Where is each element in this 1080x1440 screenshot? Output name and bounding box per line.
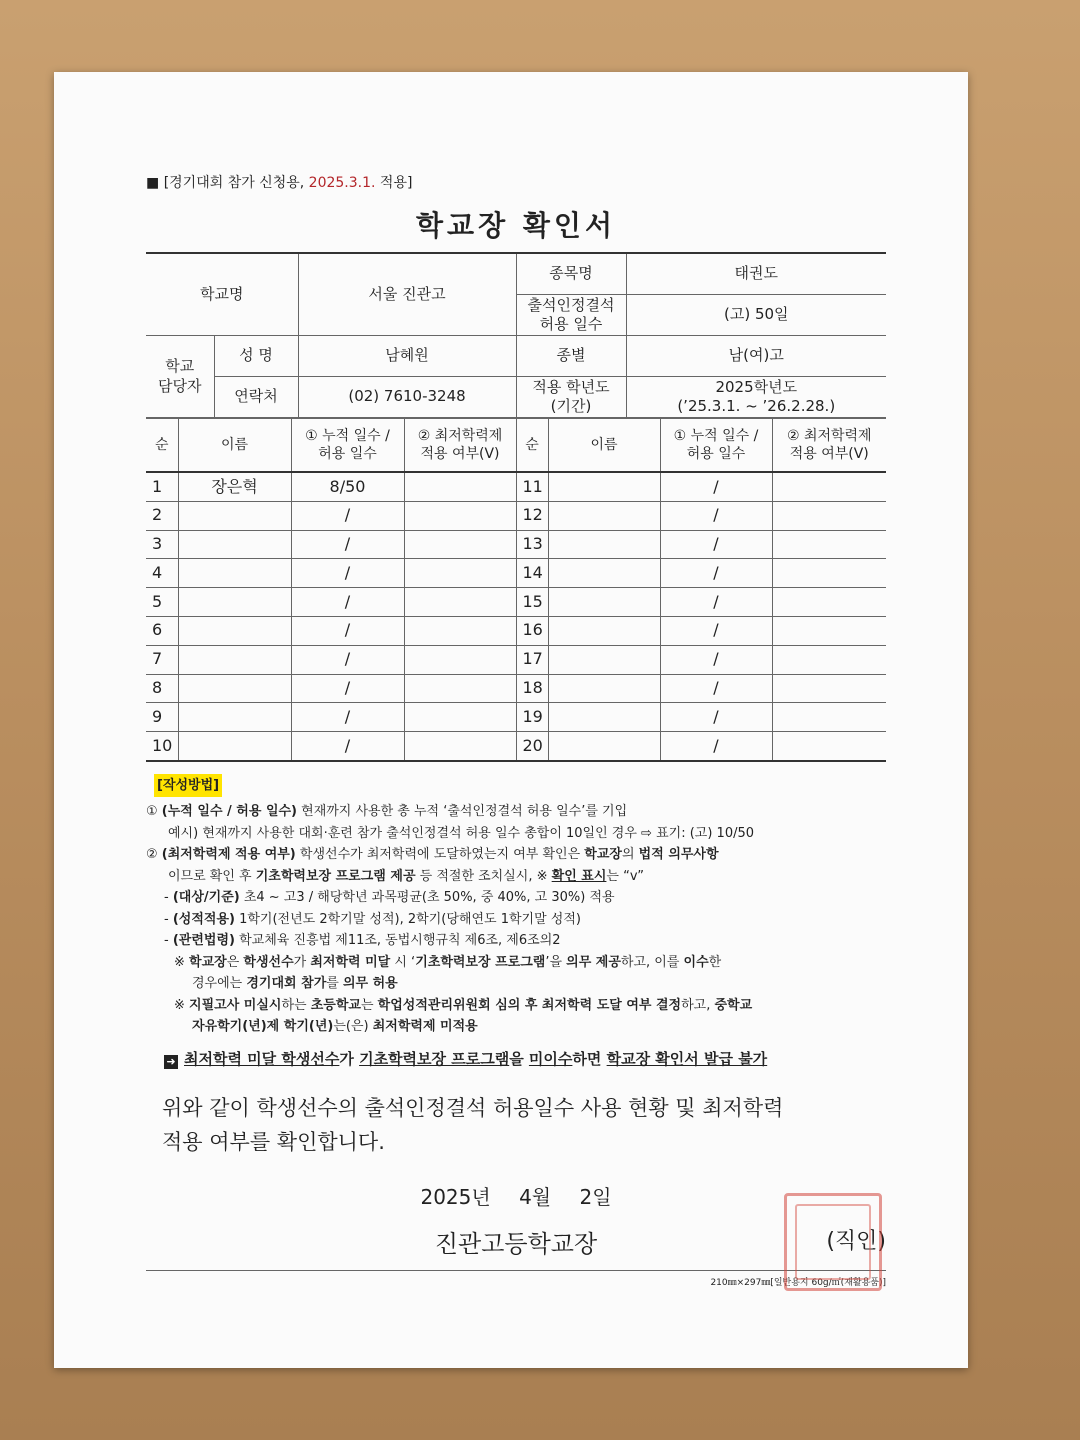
instructions	[146, 774, 886, 1038]
col-header-days	[291, 419, 404, 473]
row-days: /	[660, 588, 772, 617]
header-note-suffix: 적용]	[375, 175, 413, 191]
document-title: 학교장 확인서	[415, 209, 617, 242]
instruction-line: 이므로 확인 후 기초학력보장 프로그램 제공 등 적절한 조치실시, ※ 확인 표시는 “v”	[168, 868, 645, 884]
document-body	[146, 172, 886, 1288]
row-no: 17	[516, 645, 548, 674]
row-days: /	[660, 674, 772, 703]
year-label	[516, 377, 626, 418]
row-days: /	[660, 472, 772, 501]
row-name	[548, 530, 660, 559]
row-min	[772, 588, 886, 617]
row-no: 19	[516, 703, 548, 732]
col-header-no: 순	[146, 419, 178, 473]
row-min	[404, 674, 516, 703]
instruction-line: ② (최저학력제 적용 여부) 학생선수가 최저학력에 도달하였는지 여부 확인은 학교장의 법적 의무사항	[146, 847, 719, 863]
row-no: 18	[516, 674, 548, 703]
row-min	[404, 559, 516, 588]
instruction-line: ※ 학교장은 학생선수가 최저학력 미달 시 ‘기초학력보장 프로그램’을 의무 제공하고, 이를 이수한	[174, 954, 722, 970]
row-no: 10	[146, 732, 178, 761]
row-days: /	[660, 501, 772, 530]
row-days: /	[291, 501, 404, 530]
date-day: 2일	[579, 1184, 612, 1209]
sport-label: 종목명	[516, 253, 626, 295]
row-min	[772, 472, 886, 501]
col-header-name: 이름	[178, 419, 291, 473]
row-days: /	[660, 703, 772, 732]
row-name	[178, 501, 291, 530]
row-no: 8	[146, 674, 178, 703]
row-name	[178, 674, 291, 703]
row-days: /	[660, 530, 772, 559]
col-header-min-line1: ② 최저학력제	[417, 427, 503, 444]
table-row	[146, 616, 886, 645]
gender-label: 종별	[516, 336, 626, 377]
instruction-line: ※ 지필고사 미실시하는 초등학교는 학업성적관리위원회 심의 후 최저학력 도달 여부 결정하고, 중학교	[174, 997, 753, 1013]
row-no: 16	[516, 616, 548, 645]
row-min	[772, 732, 886, 761]
row-name	[548, 645, 660, 674]
table-row	[146, 703, 886, 732]
row-no: 1	[146, 472, 178, 501]
official-seal-stamp	[784, 1193, 882, 1291]
row-min	[772, 616, 886, 645]
col-header-days-line1: ① 누적 일수 /	[673, 427, 759, 444]
row-min	[404, 501, 516, 530]
header-note-prefix: [경기대회 참가 신청용,	[163, 175, 309, 191]
row-days: /	[291, 559, 404, 588]
issue-date	[146, 1181, 886, 1210]
row-name	[178, 645, 291, 674]
col-header-days-line2: 허용 일수	[686, 446, 746, 462]
row-name	[548, 501, 660, 530]
row-name	[548, 588, 660, 617]
col-header-days-line2: 허용 일수	[318, 446, 377, 462]
row-min	[772, 645, 886, 674]
row-days: /	[291, 645, 404, 674]
table-row	[146, 472, 886, 501]
row-no: 7	[146, 645, 178, 674]
arrow-box-icon: ➜	[164, 1055, 178, 1069]
row-min	[772, 703, 886, 732]
student-list-table	[146, 418, 886, 762]
school-value: 서울 진관고	[298, 253, 516, 336]
row-name	[548, 472, 660, 501]
col-header-min	[404, 419, 516, 473]
confirmation-text	[146, 1091, 886, 1159]
col-header-no: 순	[516, 419, 548, 473]
square-bullet-icon: ■	[146, 175, 160, 191]
row-name	[548, 616, 660, 645]
row-days: /	[291, 674, 404, 703]
name-label: 성 명	[214, 336, 298, 377]
row-days: /	[291, 703, 404, 732]
row-min	[772, 501, 886, 530]
row-min	[404, 530, 516, 559]
row-days: /	[660, 616, 772, 645]
table-row	[146, 588, 886, 617]
table-row	[146, 732, 886, 761]
table-row	[146, 645, 886, 674]
row-name	[178, 588, 291, 617]
school-label: 학교명	[146, 253, 298, 336]
warning-line: ➜ 최저학력 미달 학생선수가 기초학력보장 프로그램을 미이수하면 학교장 확인서 발급 불가	[146, 1048, 886, 1069]
row-days: /	[660, 732, 772, 761]
row-min	[404, 645, 516, 674]
year-value-line2: (’25.3.1. ~ ’26.2.28.)	[677, 397, 836, 415]
row-no: 12	[516, 501, 548, 530]
row-days: /	[291, 616, 404, 645]
row-no: 14	[516, 559, 548, 588]
student-list-body	[146, 472, 886, 761]
row-min	[404, 732, 516, 761]
info-table	[146, 252, 886, 418]
name-value: 남혜원	[298, 336, 516, 377]
bottom-divider	[146, 1270, 886, 1271]
col-header-days	[660, 419, 772, 473]
row-no: 4	[146, 559, 178, 588]
row-name: 장은혁	[178, 472, 291, 501]
year-label-line2: (기간)	[550, 397, 592, 415]
seal-label: (직인)	[826, 1228, 886, 1254]
col-header-name: 이름	[548, 419, 660, 473]
allowed-days-label-line1: 출석인정결석	[527, 295, 615, 314]
row-days: /	[291, 588, 404, 617]
row-min	[772, 530, 886, 559]
row-min	[404, 703, 516, 732]
instruction-line: - (관련법령) 학교체육 진흥법 제11조, 동법시행규칙 제6조, 제6조의2	[164, 933, 561, 949]
sport-value: 태권도	[626, 253, 886, 295]
instructions-badge: [작성방법]	[154, 774, 222, 798]
row-days: /	[291, 732, 404, 761]
row-no: 11	[516, 472, 548, 501]
header-note-date: 2025.3.1.	[308, 175, 376, 191]
row-no: 13	[516, 530, 548, 559]
year-value	[626, 377, 886, 418]
row-no: 2	[146, 501, 178, 530]
row-name	[178, 530, 291, 559]
year-value-line1: 2025학년도	[715, 377, 798, 396]
instruction-line: 예시) 현재까지 사용한 대회·훈련 참가 출석인정결석 허용 일수 총합이 10일인 경우 ⇨ 표기: (고) 10/50	[168, 825, 755, 841]
row-name	[178, 732, 291, 761]
row-name	[178, 616, 291, 645]
row-no: 6	[146, 616, 178, 645]
row-days: /	[660, 645, 772, 674]
staff-label-line2: 담당자	[158, 376, 202, 395]
row-no: 9	[146, 703, 178, 732]
allowed-days-value: (고) 50일	[626, 295, 886, 336]
row-no: 5	[146, 588, 178, 617]
contact-label: 연락처	[214, 377, 298, 418]
allowed-days-label-line2: 허용 일수	[539, 315, 603, 333]
confirmation-line2: 적용 여부를 확인합니다.	[162, 1129, 385, 1154]
col-header-min-line2: 적용 여부(V)	[420, 446, 500, 462]
row-name	[548, 703, 660, 732]
paper-spec: 210㎜×297㎜[일반용지 60g/㎡(재활용품)]	[710, 1277, 886, 1288]
row-name	[548, 559, 660, 588]
row-no: 3	[146, 530, 178, 559]
staff-label	[146, 336, 214, 418]
row-min	[404, 472, 516, 501]
row-days: /	[291, 530, 404, 559]
principal-name: 진관고등학교장	[434, 1229, 598, 1258]
row-days: 8/50	[291, 472, 404, 501]
row-min	[404, 616, 516, 645]
header-note	[146, 172, 886, 194]
row-min	[772, 559, 886, 588]
document-paper	[54, 72, 968, 1368]
table-row	[146, 501, 886, 530]
allowed-days-label	[516, 295, 626, 336]
col-header-min	[772, 419, 886, 473]
row-min	[404, 588, 516, 617]
signature	[146, 1224, 886, 1258]
row-name	[548, 674, 660, 703]
row-name	[178, 703, 291, 732]
col-header-min-line2: 적용 여부(V)	[789, 446, 869, 462]
instruction-line: - (대상/기준) 초4 ~ 고3 / 해당학년 과목평균(초 50%, 중 40%, 고 30%) 적용	[164, 890, 615, 906]
confirmation-line1: 위와 같이 학생선수의 출석인정결석 허용일수 사용 현황 및 최저학력	[162, 1095, 784, 1120]
col-header-min-line1: ② 최저학력제	[786, 427, 872, 444]
year-label-line1: 적용 학년도	[532, 377, 610, 396]
row-name	[548, 732, 660, 761]
instruction-line: ① (누적 일수 / 허용 일수) 현재까지 사용한 총 누적 ‘출석인정결석 허용 일수’를 기입	[146, 804, 628, 820]
row-min	[772, 674, 886, 703]
row-days: /	[660, 559, 772, 588]
col-header-days-line1: ① 누적 일수 /	[305, 427, 390, 444]
date-year: 2025년	[420, 1184, 491, 1209]
instruction-line: 경우에는 경기대회 참가를 의무 허용	[192, 976, 398, 992]
table-row	[146, 674, 886, 703]
contact-value: (02) 7610-3248	[298, 377, 516, 418]
table-row	[146, 559, 886, 588]
instruction-line: - (성적적용) 1학기(전년도 2학기말 성적), 2학기(당해연도 1학기말 성적)	[164, 911, 581, 927]
row-no: 15	[516, 588, 548, 617]
date-month: 4월	[519, 1184, 552, 1209]
gender-value: 남(여)고	[626, 336, 886, 377]
table-row	[146, 530, 886, 559]
instruction-line: 자유학기(년)제 학기(년)는(은) 최저학력제 미적용	[192, 1019, 478, 1035]
row-name	[178, 559, 291, 588]
staff-label-line1: 학교	[165, 357, 195, 375]
row-no: 20	[516, 732, 548, 761]
